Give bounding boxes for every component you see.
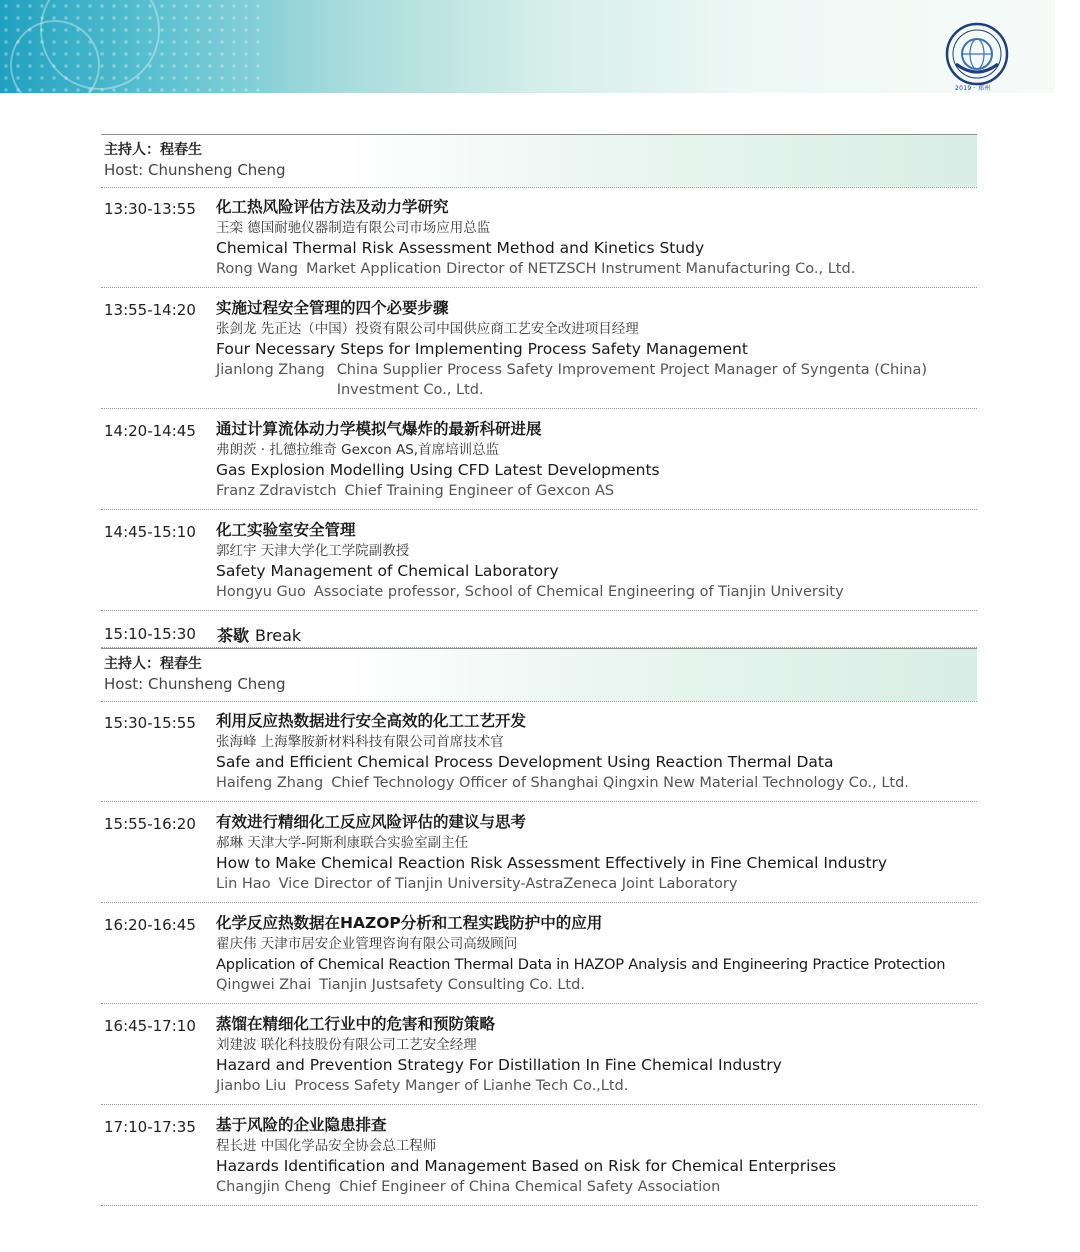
break-row <box>101 611 977 648</box>
speaker-role: Chief Engineer of China Chemical Safety Association <box>339 1179 721 1195</box>
session-time: 15:55-16:20 <box>104 815 196 833</box>
session-title-cn: 化学反应热数据在HAZOP分析和工程实践防护中的应用 <box>216 914 603 932</box>
speaker-role: China Supplier Process Safety Improvement Project Manager of Syngenta (China) Investment Co., Ltd. <box>336 362 927 398</box>
session-item <box>101 701 977 802</box>
speaker-en <box>216 259 977 279</box>
speaker-en <box>216 975 977 995</box>
speaker-role: Tianjin Justsafety Consulting Co. Ltd. <box>319 977 585 993</box>
session-title-en: Safe and Efficient Chemical Process Development Using Reaction Thermal Data <box>216 753 834 771</box>
session-item <box>101 187 977 288</box>
session-item <box>101 288 977 409</box>
session-title-en: Hazards Identification and Management Based on Risk for Chemical Enterprises <box>216 1157 837 1175</box>
speaker-role: Chief Technology Officer of Shanghai Qingxin New Material Technology Co., Ltd. <box>331 775 909 791</box>
host-block <box>101 134 977 187</box>
session-time: 13:55-14:20 <box>104 301 196 319</box>
session-item <box>101 510 977 611</box>
speaker-role: Chief Training Engineer of Gexcon AS <box>344 483 615 499</box>
host-name-cn: 主持人：程春生 <box>104 142 202 158</box>
session-title-cn: 化工热风险评估方法及动力学研究 <box>216 198 449 216</box>
session-title-en: Hazard and Prevention Strategy For Distillation In Fine Chemical Industry <box>216 1056 782 1074</box>
speaker-en <box>216 582 977 602</box>
speaker-name: Hongyu Guo <box>216 584 306 600</box>
speaker-cn: 弗朗茨 · 扎德拉维奇 Gexcon AS,首席培训总监 <box>216 442 500 458</box>
speaker-cn: 刘建波 联化科技股份有限公司工艺安全经理 <box>216 1037 477 1053</box>
schedule <box>101 134 977 1206</box>
session-title-en: Four Necessary Steps for Implementing Process Safety Management <box>216 340 748 358</box>
break-label-en: Break <box>255 626 302 645</box>
speaker-en <box>216 481 977 501</box>
speaker-name: Franz Zdravistch <box>216 483 337 499</box>
speaker-role: Associate professor, School of Chemical Engineering of Tianjin University <box>313 584 844 600</box>
session-title-en: Gas Explosion Modelling Using CFD Latest Developments <box>216 461 660 479</box>
speaker-en <box>216 773 977 793</box>
session-time: 14:20-14:45 <box>104 422 196 440</box>
session-item <box>101 1004 977 1105</box>
speaker-role: Process Safety Manger of Lianhe Tech Co.,Ltd. <box>294 1078 629 1094</box>
speaker-cn: 郭红宇 天津大学化工学院副教授 <box>216 543 410 559</box>
session-time: 14:45-15:10 <box>104 523 196 541</box>
session-title-en: Safety Management of Chemical Laboratory <box>216 562 559 580</box>
speaker-name: Haifeng Zhang <box>216 775 324 791</box>
session-title-cn: 化工实验室安全管理 <box>216 521 356 539</box>
session-title-en: Application of Chemical Reaction Thermal Data in HAZOP Analysis and Engineering Practice Protection <box>216 956 946 973</box>
break-time: 15:10-15:30 <box>104 625 196 643</box>
speaker-name: Jianlong Zhang <box>216 362 325 378</box>
break-label-cn: 茶歇 <box>217 626 250 645</box>
speaker-name: Lin Hao <box>216 876 271 892</box>
speaker-en <box>216 1076 977 1096</box>
header-banner <box>0 0 1055 93</box>
speaker-cn: 程长进 中国化学品安全协会总工程师 <box>216 1138 437 1154</box>
break-label <box>217 623 301 646</box>
speaker-en <box>216 874 977 894</box>
session-time: 17:10-17:35 <box>104 1118 196 1136</box>
host-name-cn: 主持人：程春生 <box>104 656 202 672</box>
speaker-en <box>216 1177 977 1197</box>
logo-year: 2019 · 郑州 <box>955 85 991 92</box>
session-item <box>101 1105 977 1206</box>
speaker-cn: 翟庆伟 天津市居安企业管理咨询有限公司高级顾问 <box>216 936 518 952</box>
host-block <box>101 648 977 701</box>
session-time: 16:20-16:45 <box>104 916 196 934</box>
host-name-en: Host: Chunsheng Cheng <box>104 161 286 179</box>
session-title-cn: 有效进行精细化工反应风险评估的建议与思考 <box>216 813 527 831</box>
speaker-role: Market Application Director of NETZSCH Instrument Manufacturing Co., Ltd. <box>306 261 856 277</box>
speaker-name: Qingwei Zhai <box>216 977 312 993</box>
session-item <box>101 802 977 903</box>
session-title-cn: 基于风险的企业隐患排查 <box>216 1116 387 1134</box>
session-item <box>101 409 977 510</box>
speaker-cn: 王栾 德国耐驰仪器制造有限公司市场应用总监 <box>216 220 491 236</box>
speaker-name: Changjin Cheng <box>216 1179 332 1195</box>
speaker-cn: 张海峰 上海擎胺新材料科技有限公司首席技术官 <box>216 734 504 750</box>
session-item <box>101 903 977 1004</box>
speaker-cn: 郝琳 天津大学-阿斯利康联合实验室副主任 <box>216 835 469 851</box>
speaker-cn: 张剑龙 先正达（中国）投资有限公司中国供应商工艺安全改进项目经理 <box>216 321 639 337</box>
session-time: 16:45-17:10 <box>104 1017 196 1035</box>
session-title-cn: 实施过程安全管理的四个必要步骤 <box>216 299 449 317</box>
session-time: 15:30-15:55 <box>104 714 196 732</box>
session-time: 13:30-13:55 <box>104 200 196 218</box>
session-title-cn: 通过计算流体动力学模拟气爆炸的最新科研进展 <box>216 420 542 438</box>
session-title-en: How to Make Chemical Reaction Risk Assessment Effectively in Fine Chemical Industry <box>216 854 888 872</box>
speaker-name: Rong Wang <box>216 261 298 277</box>
speaker-name: Jianbo Liu <box>216 1078 287 1094</box>
session-title-cn: 蒸馏在精细化工行业中的危害和预防策略 <box>216 1015 496 1033</box>
speaker-role: Vice Director of Tianjin University-AstraZeneca Joint Laboratory <box>278 876 738 892</box>
host-name-en: Host: Chunsheng Cheng <box>104 675 286 693</box>
session-title-en: Chemical Thermal Risk Assessment Method and Kinetics Study <box>216 239 705 257</box>
session-title-cn: 利用反应热数据进行安全高效的化工工艺开发 <box>216 712 527 730</box>
speaker-en <box>216 360 977 400</box>
